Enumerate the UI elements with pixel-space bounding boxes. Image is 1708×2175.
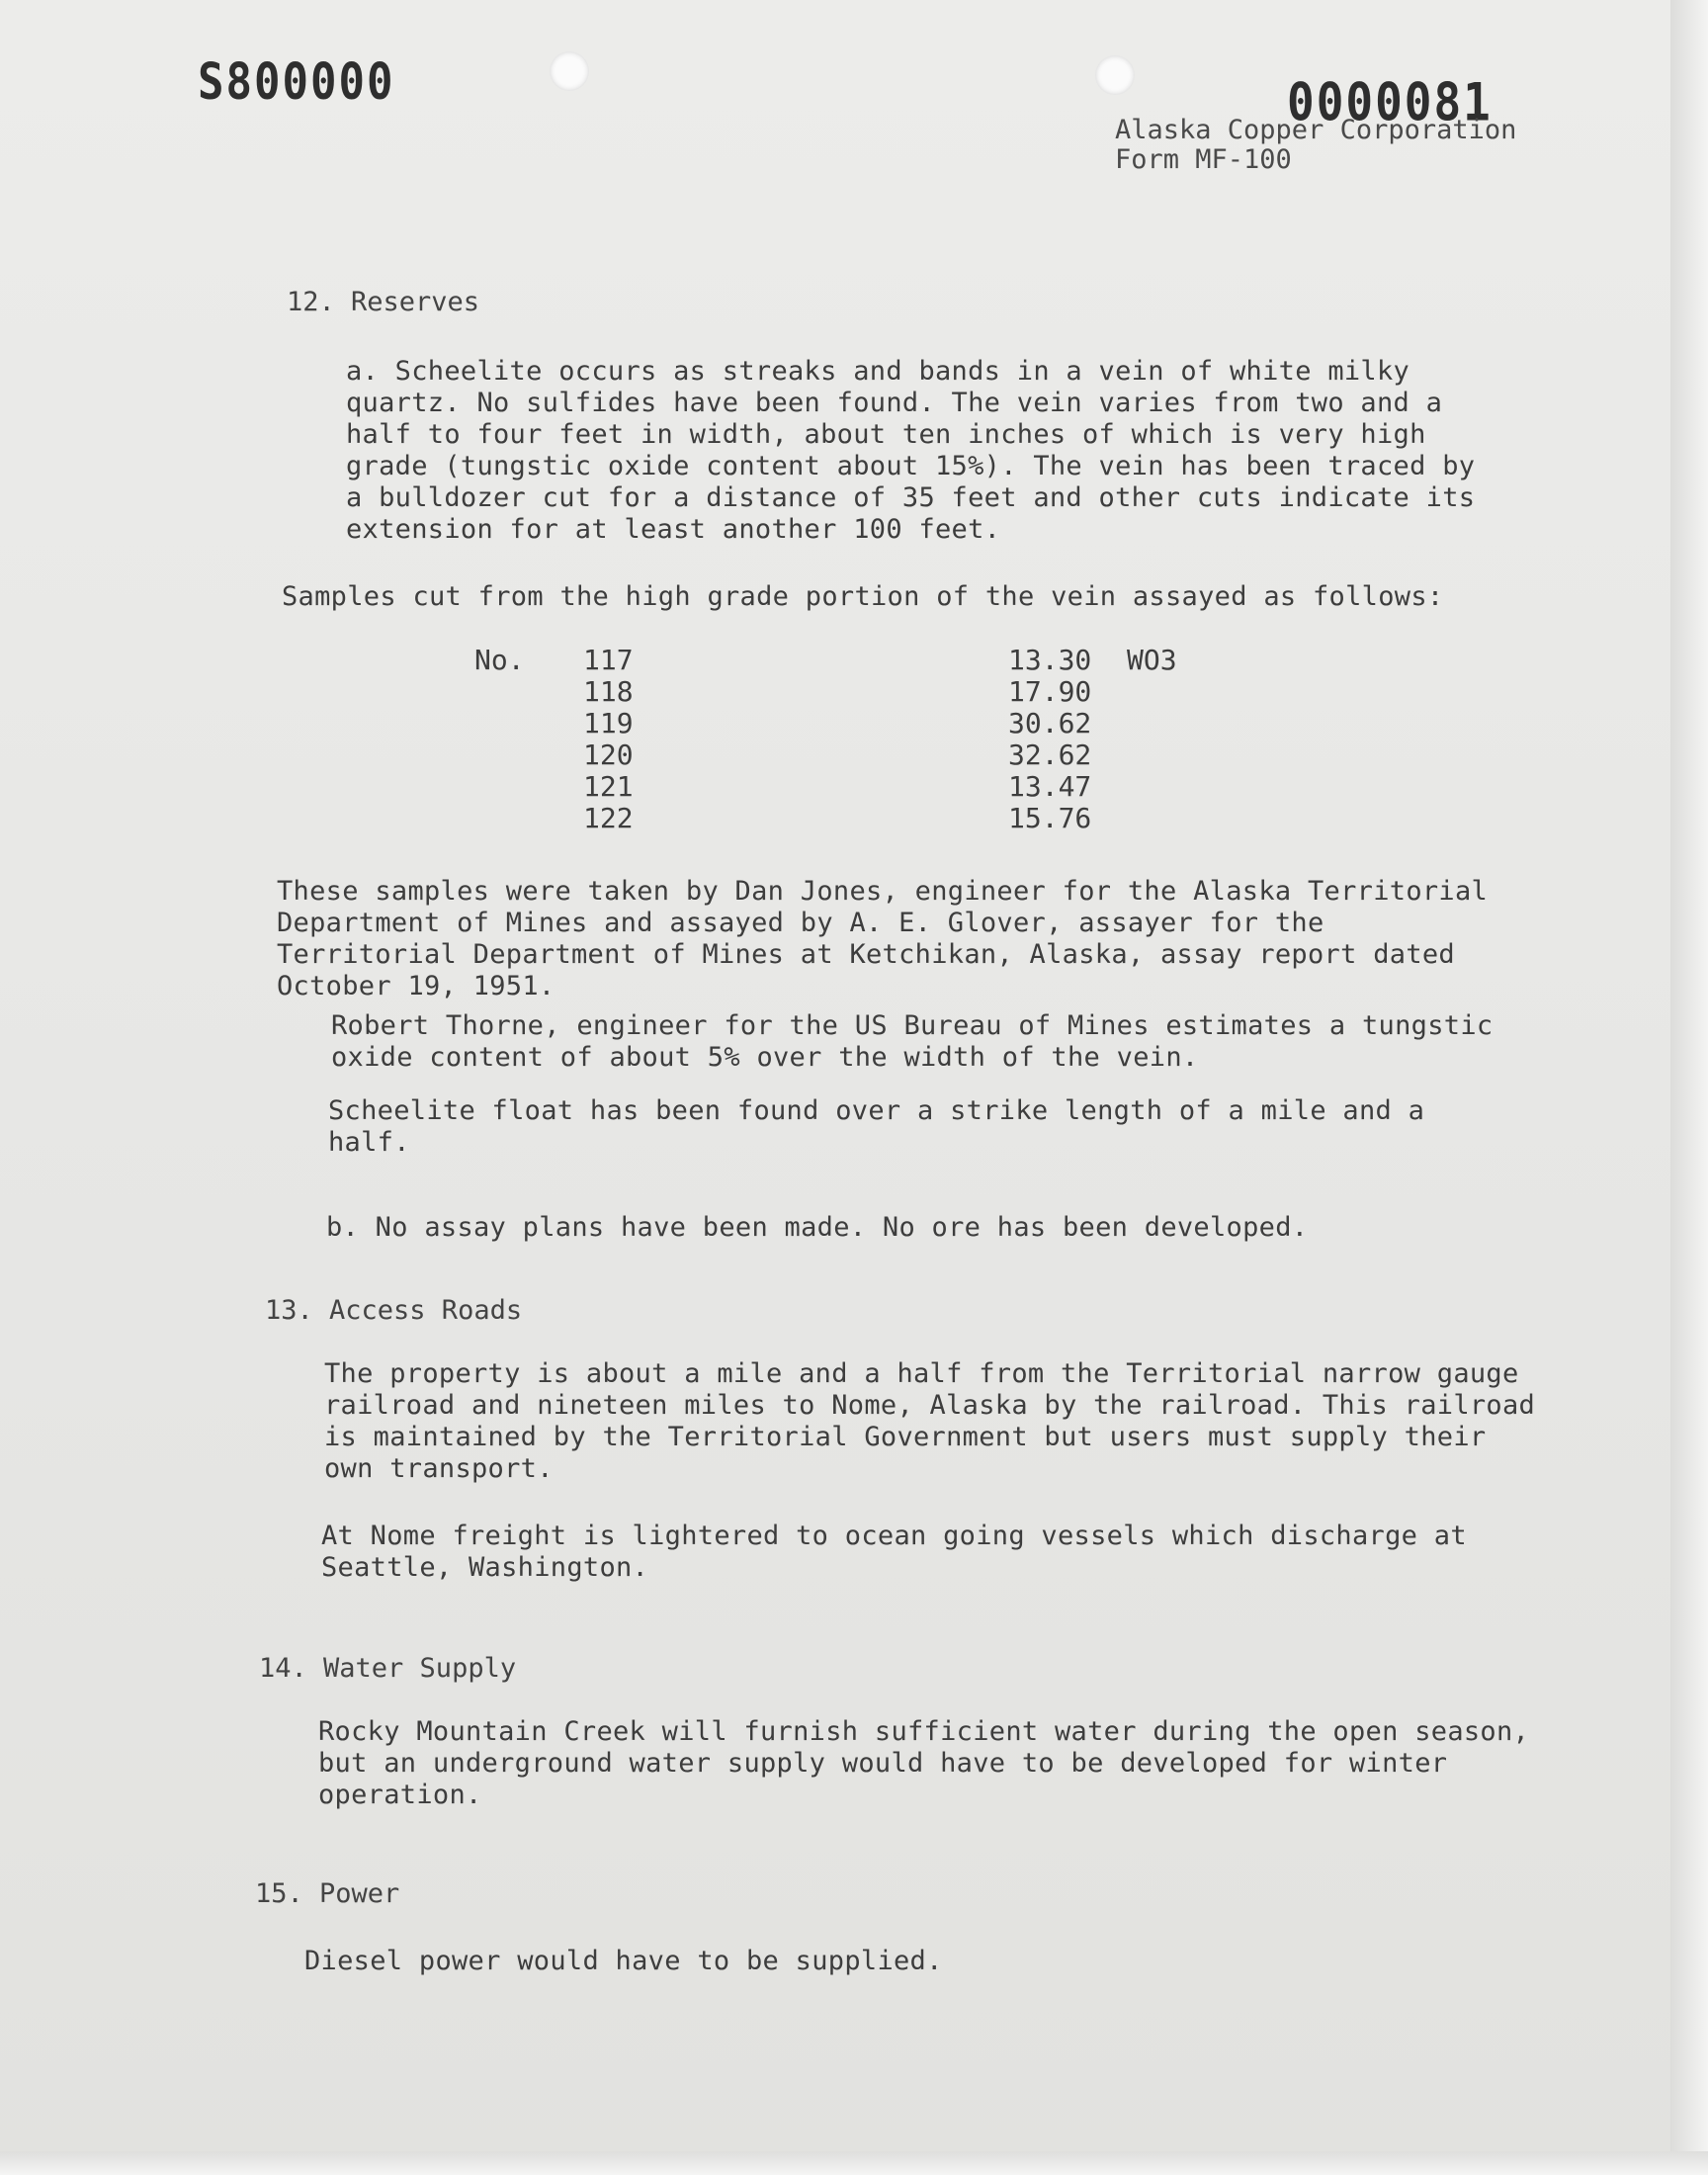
samples-table	[474, 645, 1206, 834]
table-row	[474, 708, 1206, 740]
page-edge-bottom	[0, 2151, 1708, 2175]
sample-number: 120	[583, 739, 634, 771]
stamp-number-top-right: 0000081	[1287, 70, 1493, 133]
punch-hole-left	[550, 51, 589, 91]
sample-number: 118	[583, 675, 634, 708]
section-12-para-thorne: Robert Thorne, engineer for the US Bureau of Mines estimates a tungstic oxide content of about 5% over the width of the vein.	[331, 1010, 1509, 1073]
sample-no-prefix	[474, 708, 583, 740]
section-14-para-1: Rocky Mountain Creek will furnish sufficient water during the open season, but an underground water supply would have to be developed for winter operation.	[318, 1716, 1546, 1810]
table-row	[474, 676, 1206, 708]
sample-unit	[1127, 676, 1206, 708]
header-form: Form MF-100	[1115, 144, 1292, 175]
sample-no-prefix: No.	[474, 644, 525, 676]
sample-value: 32.62	[1008, 739, 1092, 771]
section-15-para-1: Diesel power would have to be supplied.	[304, 1946, 943, 1976]
sample-number: 119	[583, 707, 634, 740]
sample-value: 13.30	[1008, 644, 1092, 676]
sample-unit	[1127, 803, 1206, 834]
sample-no-prefix	[474, 771, 583, 803]
section-12-para-a: a. Scheelite occurs as streaks and bands in a vein of white milky quartz. No sulfides have been found. The vein varies from two and a half to four feet in width, about ten inches of which is very high grade (tungstic oxide content about 15%). The vein has been traced by a bulldozer cut for a distance of 35 feet and other cuts indicate its extension for at least another 100 feet.	[346, 356, 1492, 545]
sample-unit	[1127, 771, 1206, 803]
section-14-heading: 14. Water Supply	[259, 1653, 517, 1684]
table-row	[474, 803, 1206, 834]
section-13-heading: 13. Access Roads	[265, 1295, 523, 1326]
sample-unit: WO3	[1127, 644, 1177, 676]
sample-value: 13.47	[1008, 770, 1092, 803]
punch-hole-right	[1095, 55, 1135, 95]
table-row	[474, 740, 1206, 771]
sample-value: 15.76	[1008, 802, 1092, 834]
section-15-heading: 15. Power	[255, 1878, 400, 1909]
header-company: Alaska Copper Corporation	[1115, 115, 1517, 145]
sample-no-prefix	[474, 676, 583, 708]
sample-value: 17.90	[1008, 675, 1092, 708]
sample-no-prefix	[474, 803, 583, 834]
sample-no-prefix	[474, 740, 583, 771]
page-edge-right	[1670, 0, 1708, 2175]
section-12-para-float: Scheelite float has been found over a strike length of a mile and a half.	[328, 1095, 1441, 1158]
table-row	[474, 771, 1206, 803]
stamp-number-top-left: S800000	[198, 53, 395, 112]
sample-number: 117	[583, 644, 634, 676]
table-row	[474, 645, 1206, 676]
section-12-para-taken: These samples were taken by Dan Jones, engineer for the Alaska Territorial Department of Mines and assayed by A. E. Glover, assayer for the Territorial Department of Mines at Ketchikan, Alaska, assay report dated October 19, 1951.	[277, 876, 1504, 1001]
sample-unit	[1127, 708, 1206, 740]
section-12-heading: 12. Reserves	[287, 287, 480, 317]
section-12-para-b: b. No assay plans have been made. No ore has been developed.	[326, 1212, 1309, 1243]
samples-intro: Samples cut from the high grade portion of the vein assayed as follows:	[282, 581, 1444, 612]
sample-number: 121	[583, 770, 634, 803]
section-13-para-2: At Nome freight is lightered to ocean going vessels which discharge at Seattle, Washington.	[321, 1521, 1484, 1583]
sample-unit	[1127, 740, 1206, 771]
section-13-para-1: The property is about a mile and a half from the Territorial narrow gauge railroad and nineteen miles to Nome, Alaska by the railroad. This railroad is maintained by the Territorial Government but users must supply their own transport.	[324, 1358, 1552, 1484]
sample-value: 30.62	[1008, 707, 1092, 740]
sample-number: 122	[583, 802, 634, 834]
